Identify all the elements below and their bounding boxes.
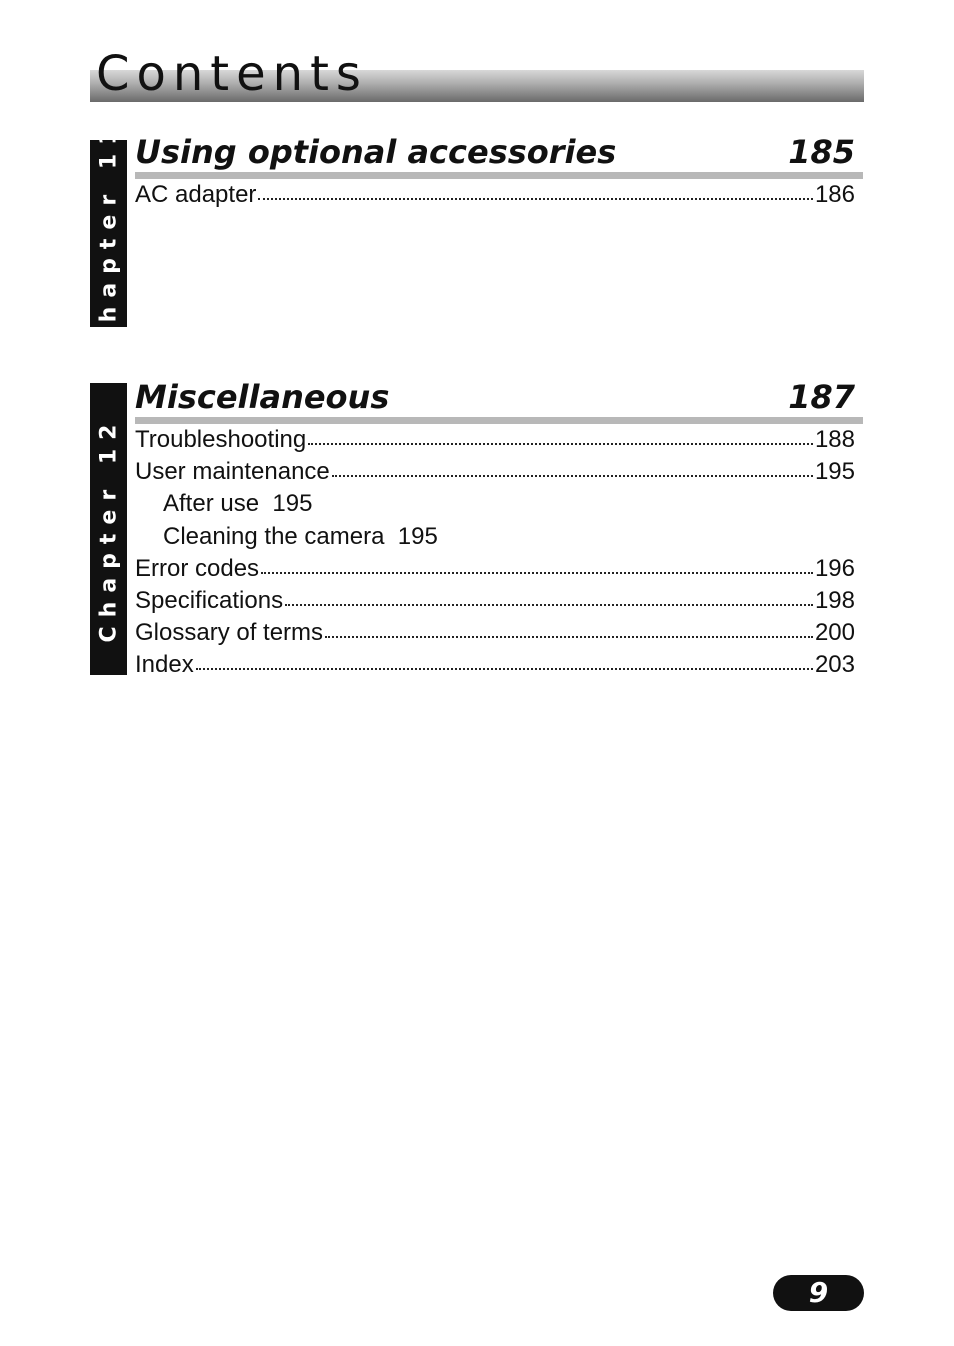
toc-entry-ac-adapter[interactable] (135, 179, 855, 211)
toc-entry-label: AC adapter (135, 181, 257, 208)
chapter-11-tab-label: Chapter 11 (96, 120, 121, 347)
page-title: Contents (96, 46, 368, 102)
toc-entry-label: Glossary of terms (135, 619, 324, 646)
leader-dots (261, 564, 813, 574)
toc-entry-label: Troubleshooting (135, 426, 307, 453)
chapter-12-page: 187 (788, 378, 855, 416)
chapter-11-heading[interactable] (135, 132, 863, 179)
toc-entry-glossary[interactable] (135, 617, 855, 649)
toc-entry-label: Specifications (135, 587, 284, 614)
toc-entry-specifications[interactable] (135, 585, 855, 617)
chapter-11-tab (90, 120, 127, 347)
toc-entry-error-codes[interactable] (135, 553, 855, 585)
chapter-11-title: Using optional accessories (135, 133, 617, 171)
toc-entry-page: 186 (814, 181, 855, 208)
leader-dots (285, 596, 813, 606)
chapter-12-title: Miscellaneous (135, 378, 390, 416)
toc-entry-index[interactable] (135, 649, 855, 681)
toc-entry-page: 196 (814, 555, 855, 582)
toc-entry-label: Error codes (135, 555, 260, 582)
toc-entry-user-maintenance[interactable] (135, 456, 855, 488)
toc-subentry-after-use[interactable]: After use 195 (163, 490, 313, 517)
toc-entry-page: 188 (814, 426, 855, 453)
toc-entry-troubleshooting[interactable] (135, 424, 855, 456)
toc-entry-page: 200 (814, 619, 855, 646)
toc-entry-page: 203 (814, 651, 855, 678)
leader-dots (308, 435, 813, 445)
page-number-badge: 9 (773, 1275, 864, 1311)
chapter-12-heading[interactable] (135, 377, 863, 424)
toc-entry-label: Index (135, 651, 194, 678)
chapter-12-tab (90, 383, 127, 675)
leader-dots (258, 190, 813, 200)
toc-entry-label: User maintenance (135, 458, 330, 485)
toc-entry-page: 198 (814, 587, 855, 614)
leader-dots (332, 467, 813, 477)
leader-dots (325, 628, 813, 638)
leader-dots (196, 660, 813, 670)
toc-entry-page: 195 (814, 458, 855, 485)
toc-subentry-cleaning[interactable]: Cleaning the camera 195 (163, 523, 438, 550)
chapter-11-page: 185 (788, 133, 855, 171)
chapter-12-tab-label: Chapter 12 (96, 415, 121, 643)
